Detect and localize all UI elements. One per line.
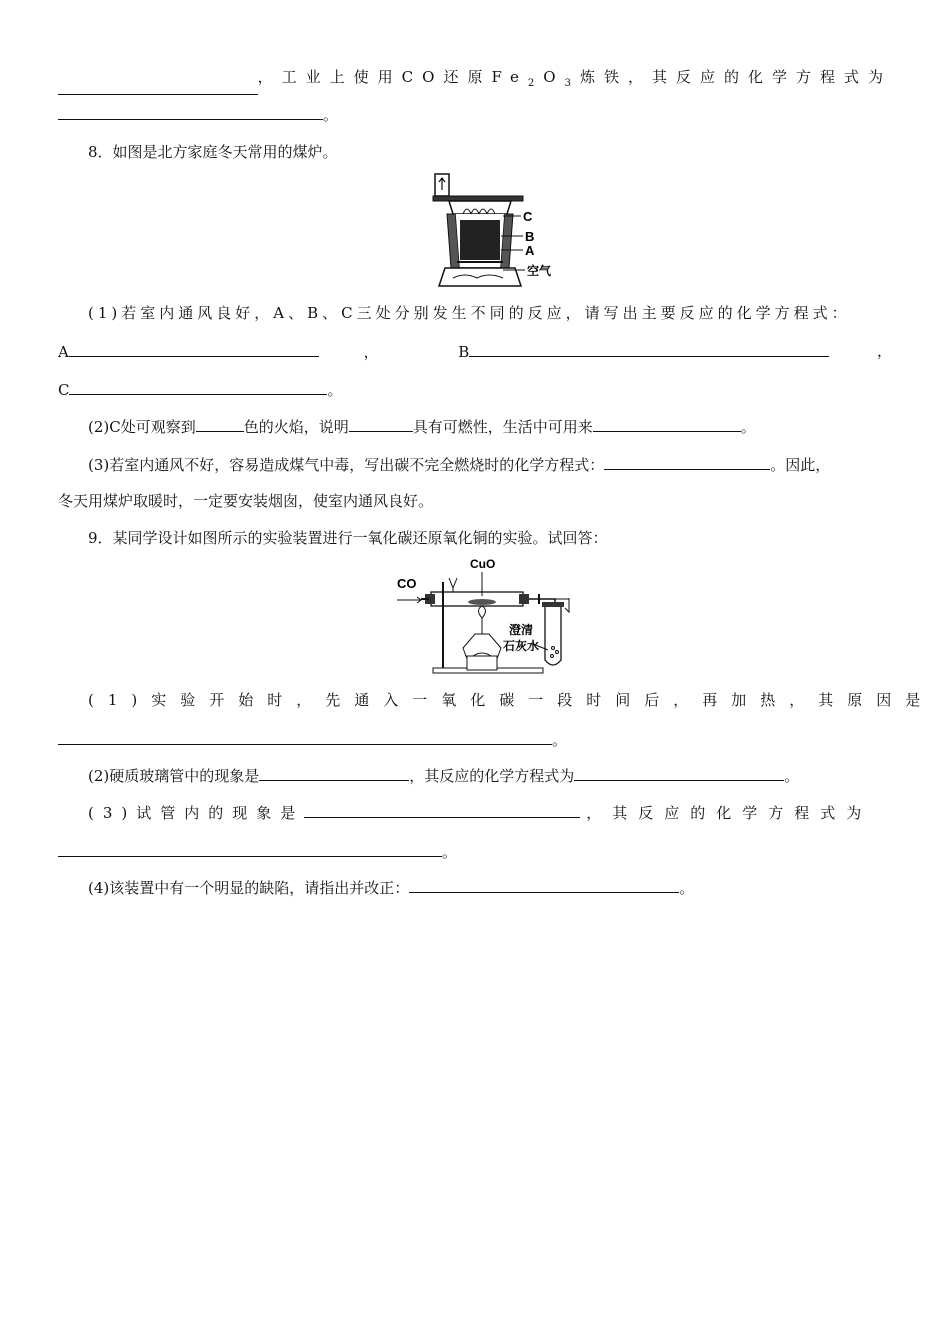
label-co: CO — [397, 576, 417, 591]
co-reduction-apparatus-figure — [393, 552, 593, 680]
q8-stem: 8．如图是北方家庭冬天常用的煤炉。 — [88, 143, 338, 161]
q8-answers-ab: A ， B ， — [58, 342, 892, 361]
q9-p3: (3)试管内的现象是 ，其反应的化学方程式为 — [88, 801, 890, 824]
q9-p2: (2)硬质玻璃管中的现象是 ，其反应的化学方程式为 。 — [88, 764, 892, 787]
answer-blank[interactable] — [574, 764, 784, 781]
cuo-sample — [468, 599, 496, 605]
answer-blank[interactable] — [604, 453, 770, 470]
q8-p3-cont: 冬天用煤炉取暖时，一定要安装烟囱，使室内通风良好。 — [58, 492, 434, 510]
q9-p1: (1)实验开始时，先通入一氧化碳一段时间后，再加热，其原因是 — [88, 691, 935, 709]
answer-blank[interactable] — [58, 103, 323, 120]
answer-blank[interactable] — [409, 876, 679, 893]
q8-p2: (2)C处可观察到 色的火焰，说明 具有可燃性，生活中可用来 。 — [88, 415, 892, 438]
answer-blank[interactable] — [58, 840, 442, 857]
answer-blank[interactable] — [349, 415, 413, 432]
label-a: A — [525, 243, 535, 258]
q8-p3: (3)若室内通风不好，容易造成煤气中毒，写出碳不完全燃烧时的化学方程式： 。因此， — [88, 453, 892, 476]
q9-p1-answer: 。 — [58, 728, 892, 751]
lamp-block — [467, 656, 497, 670]
stopper-right — [519, 594, 529, 604]
top-line-2: 。 — [58, 103, 892, 126]
top-line-1 — [58, 66, 892, 95]
answer-blank[interactable] — [259, 764, 409, 781]
answer-blank[interactable] — [593, 415, 741, 432]
coal-bed — [460, 220, 500, 260]
label-c: C — [523, 209, 533, 224]
label-air: 空气 — [527, 264, 552, 278]
label-b: B — [525, 229, 535, 244]
answer-blank-b[interactable] — [469, 340, 829, 357]
q9-p3-answer: 。 — [58, 840, 892, 863]
q9-stem: 9．某同学设计如图所示的实验装置进行一氧化碳还原氧化铜的实验。试回答： — [88, 529, 608, 547]
answer-blank[interactable] — [304, 801, 580, 818]
top-line-1-text: ，工业上使用CO还原$Fe_2O_3$炼铁，其反应的化学方程式为 — [257, 68, 892, 89]
co-arrow-icon — [397, 597, 421, 603]
answer-blank[interactable] — [58, 78, 258, 95]
q8-answer-c: C 。 — [58, 378, 892, 401]
clamp — [449, 578, 457, 588]
coal-stove-figure — [425, 170, 560, 290]
label-cuo: CuO — [470, 557, 496, 571]
answer-blank[interactable] — [58, 728, 552, 745]
answer-blank-c[interactable] — [69, 378, 327, 395]
answer-blank-a[interactable] — [69, 340, 319, 357]
lamp-flame-icon — [479, 606, 486, 634]
q9-p4: (4)该装置中有一个明显的缺陷，请指出并改正： 。 — [88, 876, 892, 899]
test-tube-stopper — [542, 602, 564, 607]
label-limewater-2: 石灰水 — [503, 639, 540, 653]
q8-p1: (1)若室内通风良好，A、B、C三处分别发生不同的反应，请写出主要反应的化学方程式： — [88, 304, 851, 322]
answer-blank[interactable] — [196, 415, 244, 432]
label-limewater-1: 澄清 — [509, 623, 534, 637]
